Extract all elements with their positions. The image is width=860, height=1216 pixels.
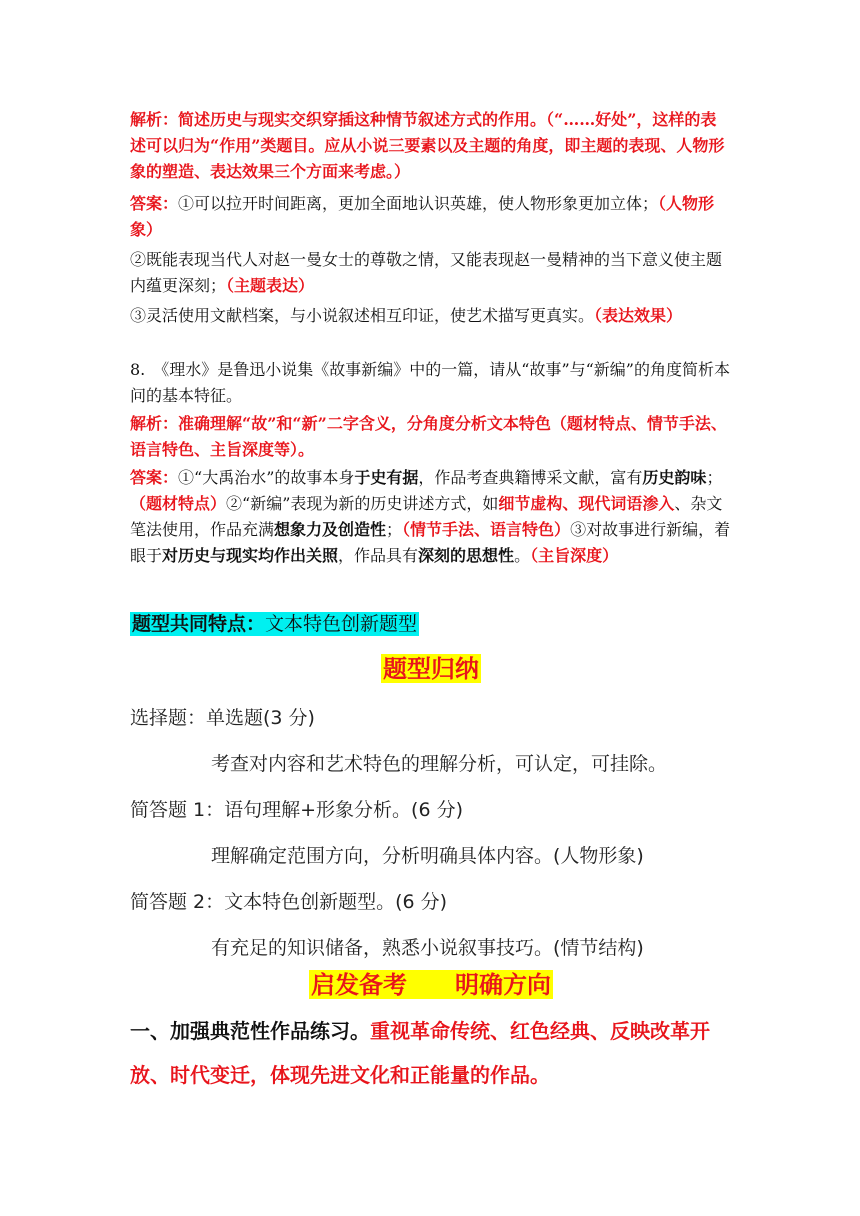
- answer-text: ③对故事进行新编，着眼于: [130, 520, 731, 565]
- section-title: 启发备考 明确方向: [311, 970, 551, 999]
- answer-text: ，作品具有: [338, 546, 419, 565]
- answer-label: 答案：: [130, 468, 179, 487]
- answer-text: 、杂文笔法使用，作品充满: [130, 494, 723, 539]
- answer-emphasis: 于史有据: [354, 468, 419, 487]
- summary-line-6: 有充足的知识储备，熟悉小说叙事技巧。(情节结构): [211, 937, 644, 959]
- analysis-label: 解析：: [130, 414, 179, 433]
- answer-emphasis: 想象力及创造性: [274, 520, 387, 539]
- answer-text: ；: [386, 520, 403, 539]
- summary-heading: [130, 651, 732, 687]
- point-1-detail: 重视革命传统、红色经典、反映改革开放、时代变迁，体现先进文化和正能量的作品。: [130, 1019, 710, 1087]
- answer-tag-1: （人物形象）: [130, 194, 715, 239]
- answer-line-2: ②既能表现当代人对赵一曼女士的尊敬之情，又能表现赵一曼精神的当下意义使主题内蕴更深刻；: [130, 250, 723, 295]
- summary-line-3: 简答题 1：语句理解+形象分析。(6 分): [130, 799, 464, 821]
- answer-text: ，作品考查典籍博采文献，富有: [418, 468, 643, 487]
- summary-list: [130, 704, 732, 962]
- summary-line-4: 理解确定范围方向，分析明确具体内容。(人物形象): [211, 845, 644, 867]
- answer-line-3: ③灵活使用文献档案，与小说叙述相互印证，使艺术描写更真实。: [130, 306, 595, 325]
- answer-tag-2: （主题表达）: [226, 276, 315, 295]
- summary-line-2: 考查对内容和艺术特色的理解分析，可认定，可挂除。: [211, 753, 668, 775]
- point-1-lead: 一、加强典范性作品练习。: [130, 1019, 370, 1043]
- q7-answer: [130, 191, 732, 329]
- answer-text: ①“大禹治水”的故事本身: [178, 468, 355, 487]
- answer-tag-3: （表达效果）: [594, 306, 683, 325]
- answer-text: ②“新编”表现为新的历史讲述方式，如: [226, 494, 499, 513]
- answer-line-1: ①可以拉开时间距离，更加全面地认识英雄，使人物形象更加立体；: [178, 194, 659, 213]
- answer-tag: （题材特点）: [130, 494, 227, 513]
- answer-text: ；: [706, 468, 723, 487]
- answer-emphasis-red: 细节虚构、现代词语渗入: [498, 494, 675, 513]
- analysis-text: 准确理解“故”和“新”二字含义，分角度分析文本特色（题材特点、情节手法、语言特色、主旨深度等）。: [130, 414, 727, 459]
- summary-line-5: 简答题 2：文本特色创新题型。(6 分): [130, 891, 448, 913]
- q8-question: [130, 357, 732, 409]
- answer-emphasis: 深刻的思想性: [418, 546, 515, 565]
- section-heading: [130, 967, 732, 1003]
- q8-answer: [130, 465, 732, 569]
- q7-analysis: [130, 107, 732, 185]
- summary-line-1: 选择题：单选题(3 分): [130, 707, 315, 729]
- answer-tag: （情节手法、语言特色）: [402, 520, 571, 539]
- answer-text: 。: [514, 546, 531, 565]
- answer-label: 答案：: [130, 194, 179, 213]
- common-feature-value: 文本特色创新题型: [265, 613, 418, 635]
- analysis-text: 简述历史与现实交织穿插这种情节叙述方式的作用。（“……好处”，这样的表述可以归为“作用”类题目。应从小说三要素以及主题的角度，即主题的表现、人物形象的塑造、表达效果三个方面来考虑。）: [130, 110, 725, 181]
- common-feature-highlight: [130, 612, 419, 636]
- answer-emphasis: 对历史与现实均作出关照: [162, 546, 339, 565]
- answer-tag: （主旨深度）: [530, 546, 619, 565]
- answer-emphasis: 历史韵味: [642, 468, 707, 487]
- common-feature: [130, 610, 732, 638]
- analysis-label: 解析：: [130, 110, 179, 129]
- point-1: [130, 1009, 732, 1097]
- common-feature-label: 题型共同特点：: [132, 613, 266, 635]
- q8-analysis: [130, 411, 732, 463]
- summary-title: 题型归纳: [383, 654, 479, 683]
- question-text: 8. 《理水》是鲁迅小说集《故事新编》中的一篇，请从“故事”与“新编”的角度简析本问的基本特征。: [130, 360, 730, 405]
